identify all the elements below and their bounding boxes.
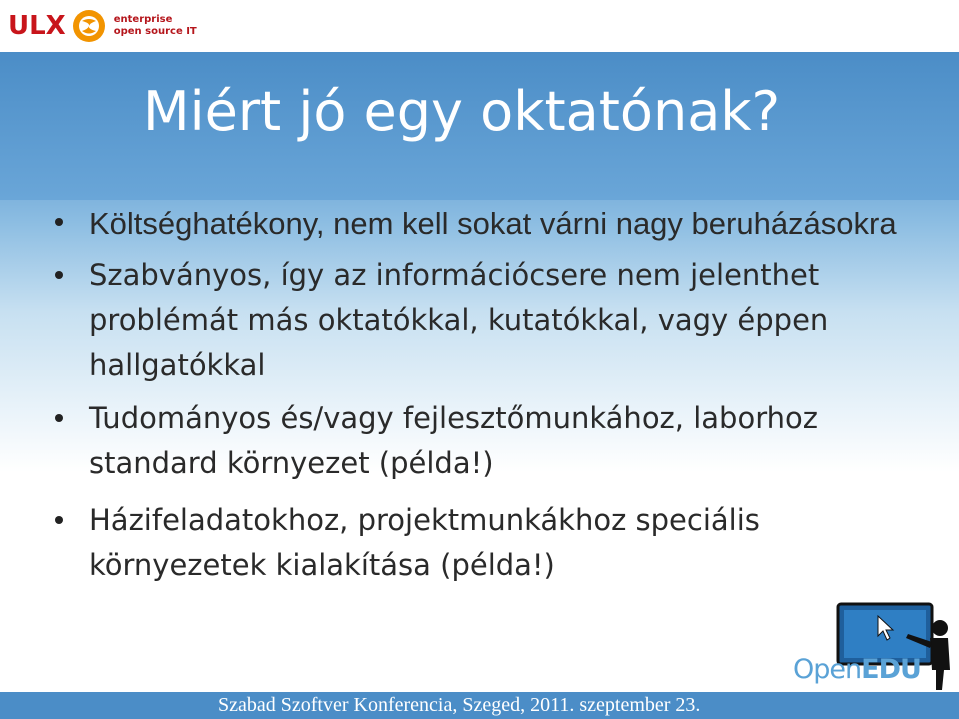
bullet-item (55, 396, 905, 486)
bullet-text: Házifeladatokhoz, projektmunkákhoz speciális környezetek kialakítása (példa!) (89, 503, 760, 582)
logo-text: ULX (8, 11, 66, 41)
bullet-dot-icon (55, 516, 63, 524)
openedu-wordmark (793, 654, 921, 685)
logo-tagline-2: open source IT (113, 26, 197, 37)
bullet-text: Szabványos, így az információcsere nem jelenthet problémát más oktatókkal, kutatókkal, vagy éppen hallgatókkal (89, 258, 829, 382)
bullet-item (55, 253, 905, 388)
logo-tagline (114, 14, 197, 38)
bullet-item (55, 200, 905, 247)
slide-title: Miért jó egy oktatónak? (143, 80, 781, 143)
logo-tagline-1: enterprise (113, 14, 173, 25)
top-bar (0, 0, 959, 52)
openedu-edu: EDU (861, 654, 921, 685)
bullet-item (55, 498, 905, 588)
bullet-dot-icon (55, 271, 63, 279)
bullet-list (55, 200, 905, 603)
bullet-dot-icon (55, 218, 63, 226)
ulx-swirl-icon (72, 9, 106, 43)
footer-bar (0, 692, 959, 719)
bullet-text: Tudományos és/vagy fejlesztőmunkához, laborhoz standard környezet (példa!) (89, 401, 818, 480)
footer-text: Szabad Szoftver Konferencia, Szeged, 2011. szeptember 23. (218, 694, 701, 716)
openedu-logo (790, 600, 959, 696)
bullet-text: Költséghatékony, nem kell sokat várni nagy beruházásokra (89, 206, 897, 241)
openedu-open: Open (793, 654, 862, 685)
ulx-logo (8, 6, 197, 46)
bullet-dot-icon (55, 414, 63, 422)
